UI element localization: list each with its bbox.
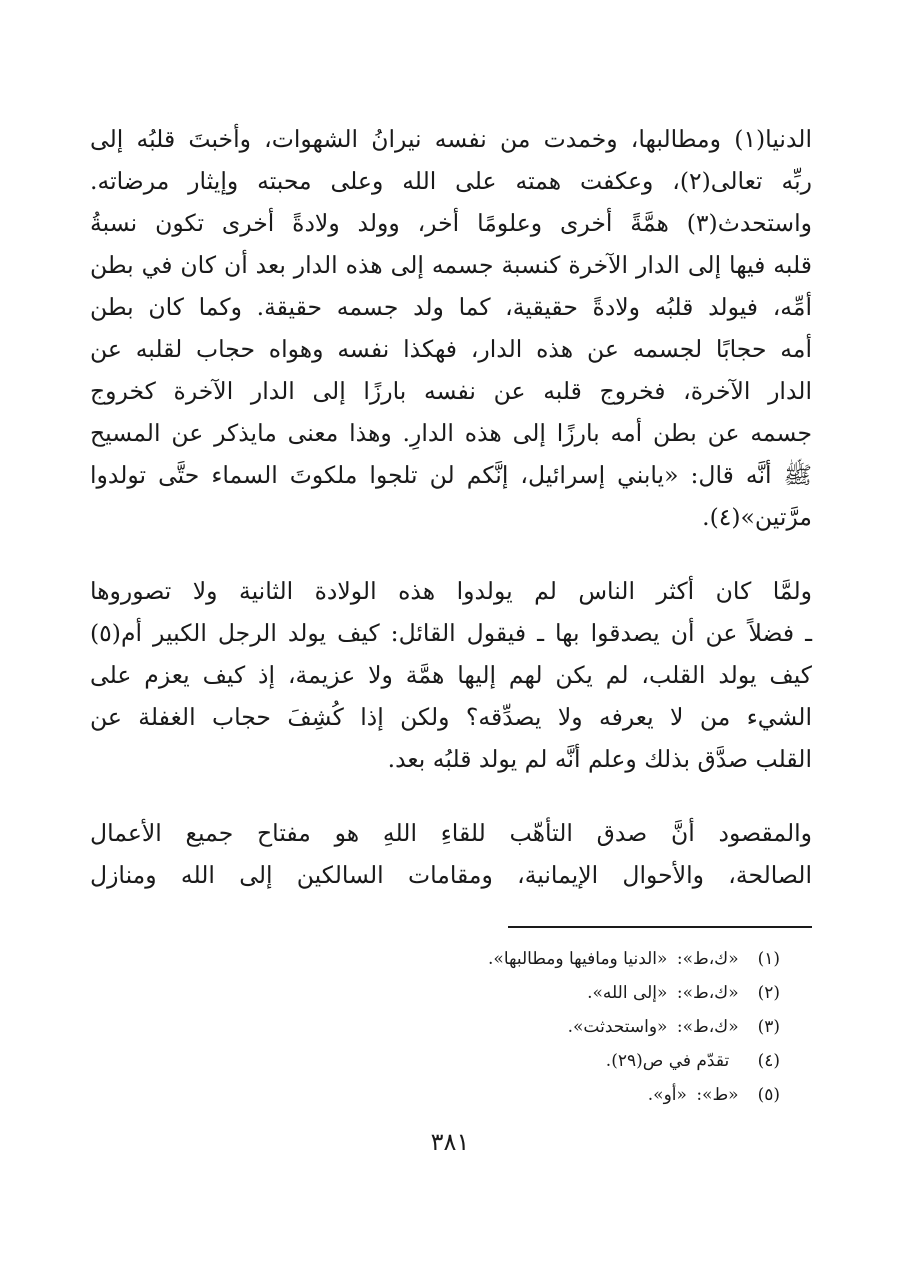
paragraph-2	[90, 570, 812, 780]
footnote-item	[280, 1010, 780, 1044]
text-line: كيف يولد القلب، لم يكن لهم إليها همَّة ولا عزيمة، إذ كيف يعزم على	[90, 661, 812, 689]
footnote-source: «ط»:	[696, 1085, 739, 1105]
footnote-item	[280, 1078, 780, 1112]
text-line: واستحدث(٣) همَّةً أخرى وعلومًا أخر، وولد ولادةً أخرى تكون نسبةُ	[90, 209, 812, 237]
footnote-number: (١)	[757, 949, 780, 969]
footnote-text: «أو».	[647, 1085, 687, 1105]
text-line: القلب صدَّق بذلك وعلم أنَّه لم يولد قلبُه بعد.	[387, 745, 812, 773]
text-line: ـ فضلاً عن أن يصدقوا بها ـ فيقول القائل: كيف يولد الرجل الكبير أم(٥)	[90, 619, 812, 647]
text-line: أمِّه، فيولد قلبُه ولادةً حقيقية، كما ولد جسمه حقيقة. وكما كان بطن	[90, 293, 812, 321]
footnote-source: «ك،ط»:	[676, 983, 739, 1003]
text-line: ﷺ أنَّه قال: «يابني إسرائيل، إنَّكم لن تلجوا ملكوتَ السماء حتَّى تولدوا	[90, 461, 812, 489]
footnote-text: تقدّم في ص(٢٩).	[605, 1051, 730, 1071]
text-line: الدار الآخرة، فخروج قلبه عن نفسه بارزًا إلى الدار الآخرة كخروج	[90, 377, 812, 405]
footnote-source: «ك،ط»:	[676, 1017, 739, 1037]
text-line: الشيء من لا يعرفه ولا يصدِّقه؟ ولكن إذا كُشِفَ حجاب الغفلة عن	[90, 703, 812, 731]
footnote-number: (٢)	[757, 983, 780, 1003]
footnote-number: (٣)	[757, 1017, 780, 1037]
text-line: قلبه فيها إلى الدار الآخرة كنسبة جسمه إلى هذه الدار بعد أن كان في بطن	[90, 251, 812, 279]
page-number: ٣٨١	[430, 1128, 470, 1156]
footnote-item	[280, 1044, 780, 1078]
text-line: جسمه عن بطن أمه بارزًا إلى هذه الدارِ. وهذا معنى مايذكر عن المسيح	[90, 419, 812, 447]
footnote-text: «الدنيا ومافيها ومطالبها».	[488, 949, 668, 969]
footnotes	[280, 942, 780, 1112]
footnote-number: (٤)	[757, 1051, 780, 1071]
footnote-item	[280, 942, 780, 976]
text-line: أمه حجابًا لجسمه عن هذه الدار، فهكذا نفسه وهواه حجاب لقلبه عن	[90, 335, 812, 363]
text-line: مرَّتين»(٤).	[702, 503, 812, 531]
text-line: ربِّه تعالى(٢)، وعكفت همته على الله وعلى محبته وإيثار مرضاته.	[90, 167, 812, 195]
paragraph-1	[90, 118, 812, 538]
footnote-text: «واستحدثت».	[567, 1017, 668, 1037]
text-line: الدنيا(١) ومطالبها، وخمدت من نفسه نيرانُ الشهوات، وأخبتَ قلبُه إلى	[90, 125, 812, 153]
paragraph-3	[90, 812, 812, 896]
footnote-text: «إلى الله».	[587, 983, 668, 1003]
text-line: ولمَّا كان أكثر الناس لم يولدوا هذه الولادة الثانية ولا تصوروها	[90, 577, 812, 605]
text-line: الصالحة، والأحوال الإيمانية، ومقامات السالكين إلى الله ومنازل	[90, 861, 812, 889]
footnote-divider	[508, 926, 812, 928]
footnote-item	[280, 976, 780, 1010]
text-line: والمقصود أنَّ صدق التأهّب للقاءِ اللهِ هو مفتاح جميع الأعمال	[90, 819, 812, 847]
footnote-number: (٥)	[757, 1085, 780, 1105]
footnote-source: «ك،ط»:	[676, 949, 739, 969]
